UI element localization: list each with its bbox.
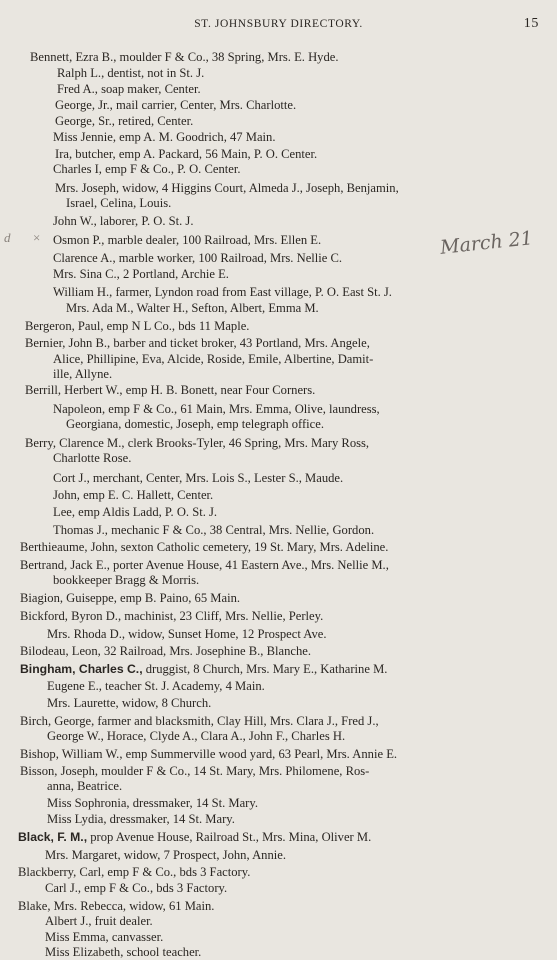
entry-line: Mrs. Rhoda D., widow, Sunset Home, 12 Prospect Ave. bbox=[47, 627, 327, 641]
margin-handwriting: d bbox=[4, 230, 11, 245]
entry-name-bold: Bingham, Charles C., bbox=[20, 662, 143, 676]
entry-line: bookkeeper Bragg & Morris. bbox=[53, 573, 200, 587]
entry-line: Miss Emma, canvasser. bbox=[45, 930, 164, 944]
running-title: ST. JOHNSBURY DIRECTORY. bbox=[194, 18, 363, 30]
entry-line: Bertrand, Jack E., porter Avenue House, 41 Eastern Ave., Mrs. Nellie M., bbox=[20, 558, 389, 572]
entry-line: Miss Lydia, dressmaker, 14 St. Mary. bbox=[47, 812, 235, 826]
entry-line: Eugene E., teacher St. J. Academy, 4 Main. bbox=[47, 679, 265, 693]
entry-line: Berrill, Herbert W., emp H. B. Bonett, near Four Corners. bbox=[25, 383, 316, 397]
entry-line: Charles I, emp F & Co., P. O. Center. bbox=[53, 162, 241, 176]
entry-line: Bennett, Ezra B., moulder F & Co., 38 Spring, Mrs. E. Hyde. bbox=[30, 50, 339, 64]
entry-line: Miss Jennie, emp A. M. Goodrich, 47 Main. bbox=[53, 130, 276, 144]
entry-line: Alice, Phillipine, Eva, Alcide, Roside, Emile, Albertine, Damit- bbox=[53, 352, 374, 366]
entry-line: Napoleon, emp F & Co., 61 Main, Mrs. Emma, Olive, laundress, bbox=[53, 402, 380, 416]
entry-line: Bernier, John B., barber and ticket broker, 43 Portland, Mrs. Angele, bbox=[25, 336, 370, 350]
entry-text: druggist, 8 Church, Mrs. Mary E., Katharine M. bbox=[142, 662, 388, 676]
entry-line: Miss Elizabeth, school teacher. bbox=[45, 945, 202, 959]
entry-line: Mrs. Ada M., Walter H., Sefton, Albert, Emma M. bbox=[66, 301, 319, 315]
entry-line: Albert J., fruit dealer. bbox=[45, 914, 153, 928]
entry-line: Georgiana, domestic, Joseph, emp telegraph office. bbox=[66, 417, 324, 431]
entry-line: George, Jr., mail carrier, Center, Mrs. Charlotte. bbox=[55, 98, 297, 112]
entry-name-bold: Black, F. M., bbox=[18, 830, 88, 844]
entry-line: Miss Sophronia, dressmaker, 14 St. Mary. bbox=[47, 796, 259, 810]
entry-line: Carl J., emp F & Co., bds 3 Factory. bbox=[45, 881, 228, 895]
handwritten-date: March 21 bbox=[439, 227, 534, 259]
entry-line: Blackberry, Carl, emp F & Co., bds 3 Factory. bbox=[18, 865, 251, 879]
entry-line: Bishop, William W., emp Summerville wood yard, 63 Pearl, Mrs. Annie E. bbox=[20, 747, 398, 761]
entry-line: Thomas J., mechanic F & Co., 38 Central, Mrs. Nellie, Gordon. bbox=[53, 523, 375, 537]
entry-line: Fred A., soap maker, Center. bbox=[57, 82, 201, 96]
page-number: 15 bbox=[523, 16, 539, 31]
entry-line: Biagion, Guiseppe, emp B. Paino, 65 Main. bbox=[20, 591, 241, 605]
entry-text: prop Avenue House, Railroad St., Mrs. Mina, Oliver M. bbox=[87, 830, 372, 844]
entry-line: Bilodeau, Leon, 32 Railroad, Mrs. Josephine B., Blanche. bbox=[20, 644, 312, 658]
entry-line bbox=[18, 829, 371, 845]
entry-line: Charlotte Rose. bbox=[53, 451, 132, 465]
entry-line: Berthieaume, John, sexton Catholic cemetery, 19 St. Mary, Mrs. Adeline. bbox=[20, 540, 389, 554]
entry-line: Berry, Clarence M., clerk Brooks-Tyler, 46 Spring, Mrs. Mary Ross, bbox=[25, 436, 370, 450]
x-mark: × bbox=[33, 230, 41, 245]
entry-line: John, emp E. C. Hallett, Center. bbox=[53, 488, 214, 502]
entry-line: George W., Horace, Clyde A., Clara A., John F., Charles H. bbox=[47, 729, 346, 743]
entry-line: Mrs. Margaret, widow, 7 Prospect, John, Annie. bbox=[45, 848, 287, 862]
entry-line: Mrs. Joseph, widow, 4 Higgins Court, Almeda J., Joseph, Benjamin, bbox=[55, 181, 399, 195]
entry-line: anna, Beatrice. bbox=[47, 779, 123, 793]
entry-line: Israel, Celina, Louis. bbox=[66, 196, 172, 210]
entry-line: Bickford, Byron D., machinist, 23 Cliff, Mrs. Nellie, Perley. bbox=[20, 609, 324, 623]
entry-line: Bergeron, Paul, emp N L Co., bds 11 Maple. bbox=[25, 319, 250, 333]
entry-line: John W., laborer, P. O. St. J. bbox=[53, 214, 194, 228]
entry-line: Birch, George, farmer and blacksmith, Clay Hill, Mrs. Clara J., Fred J., bbox=[20, 714, 379, 728]
entry-line bbox=[20, 661, 387, 677]
entry-line: Clarence A., marble worker, 100 Railroad, Mrs. Nellie C. bbox=[53, 251, 343, 265]
entry-line: Ira, butcher, emp A. Packard, 56 Main, P. O. Center. bbox=[55, 147, 318, 161]
entry-line: George, Sr., retired, Center. bbox=[55, 114, 194, 128]
entry-line: ille, Allyne. bbox=[53, 367, 113, 381]
entry-line: Lee, emp Aldis Ladd, P. O. St. J. bbox=[53, 505, 218, 519]
entry-line: William H., farmer, Lyndon road from East village, P. O. East St. J. bbox=[53, 285, 392, 299]
entry-line: Cort J., merchant, Center, Mrs. Lois S., Lester S., Maude. bbox=[53, 471, 344, 485]
entry-line: Osmon P., marble dealer, 100 Railroad, Mrs. Ellen E. bbox=[53, 233, 322, 247]
entry-line: Mrs. Sina C., 2 Portland, Archie E. bbox=[53, 267, 229, 281]
page-header bbox=[0, 18, 557, 38]
entry-line: Blake, Mrs. Rebecca, widow, 61 Main. bbox=[18, 899, 215, 913]
entry-line: Bisson, Joseph, moulder F & Co., 14 St. Mary, Mrs. Philomene, Ros- bbox=[20, 764, 370, 778]
entry-line: Mrs. Laurette, widow, 8 Church. bbox=[47, 696, 212, 710]
entry-line: Ralph L., dentist, not in St. J. bbox=[57, 66, 205, 80]
